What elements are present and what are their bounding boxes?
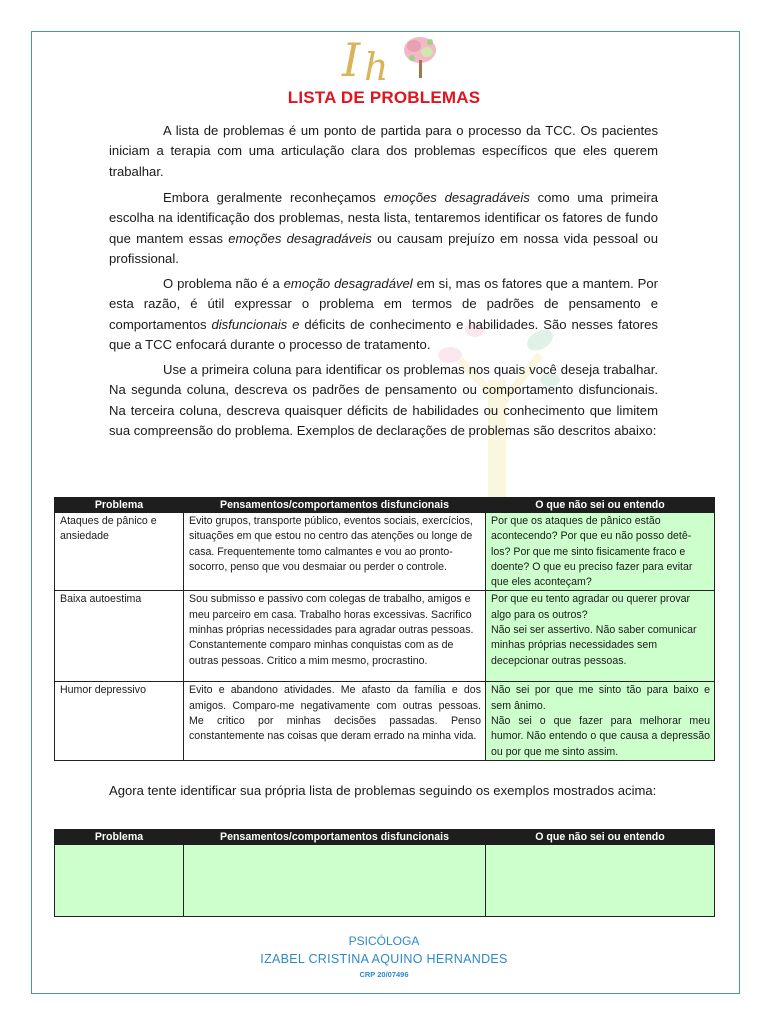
problem-cell: Ataques de pânico e ansiedade <box>55 513 184 591</box>
logo <box>334 28 444 86</box>
header-unknown: O que não sei ou entendo <box>486 830 715 845</box>
thoughts-cell: Sou submisso e passivo com colegas de trabalho, amigos e meu parceiro em casa. Trabalho horas excessivas. Sacrifico minhas próprias necessidades para agradar outras pessoas. Constantemente comparo minhas conquistas com as de outras pessoas. Critico a mim mesmo, procrastino. <box>184 591 486 682</box>
emotions-paragraph: Embora geralmente reconheçamos emoções desagradáveis como uma primeira escolha na identificação dos problemas, nesta lista, tentaremos identificar os fatores de fundo que mantem essas emoções desagradáveis ou causam prejuízo em nossa vida pessoal ou profissional. <box>109 190 658 266</box>
table-row <box>55 513 715 591</box>
table-header-row <box>55 830 715 845</box>
problem-cell: Baixa autoestima <box>55 591 184 682</box>
svg-text:h: h <box>364 45 389 86</box>
problem-paragraph: O problema não é a emoção desagradável em si, mas os fatores que a mantem. Por esta razão, é útil expressar o problema em termos de padrões de pensamento e comportamentos disfuncionais e déficits de conhecimento e habilidades. São nesses fatores que a TCC enfocará durante o processo de tratamento. <box>109 276 659 352</box>
blank-table-row <box>55 845 715 917</box>
header-thoughts: Pensamentos/comportamentos disfuncionais <box>184 498 486 513</box>
example-problems-table <box>54 497 715 761</box>
footer-name: IZABEL CRISTINA AQUINO HERNANDES <box>260 952 508 966</box>
page-title: LISTA DE PROBLEMAS <box>287 88 481 107</box>
header-problem: Problema <box>55 498 184 513</box>
blank-problem-cell[interactable] <box>55 845 184 917</box>
footer-crp: CRP 20/07496 <box>359 970 409 979</box>
blank-thoughts-cell[interactable] <box>184 845 486 917</box>
thoughts-cell: Evito e abandono atividades. Me afasto da família e dos amigos. Comparo-me negativamente com outras pessoas. Me critico por minhas decisões passadas. Penso constantemente nas coisas que deram errado na minha vida. <box>184 682 486 760</box>
unknown-cell: Não sei por que me sinto tão para baixo e sem ânimo. Não sei o que fazer para melhorar meu humor. Não entendo o que causa a depressão ou por que me sinto assim. <box>486 682 715 760</box>
own-list-paragraph: Agora tente identificar sua própria lista de problemas seguindo os exemplos mostrados acima: <box>109 783 657 798</box>
table-row <box>55 682 715 760</box>
header-problem: Problema <box>55 830 184 845</box>
svg-text:I: I <box>342 33 361 86</box>
table-header-row <box>55 498 715 513</box>
footer-role: PSICÓLOGA <box>348 934 420 948</box>
thoughts-cell: Evito grupos, transporte público, eventos sociais, exercícios, situações em que estou no centro das atenções ou longe de casa. Frequentemente tomo calmantes e vou ao pronto-socorro, penso que vou desmaiar ou perder o controle. <box>184 513 486 591</box>
header-unknown: O que não sei ou entendo <box>486 498 715 513</box>
instructions-paragraph: Use a primeira coluna para identificar os problemas nos quais você deseja trabalhar. Na segunda coluna, descreva os padrões de pensamento ou comportamento disfuncionais. Na terceira coluna, descreva quaisquer déficits de habilidades ou conhecimento que limitem sua compreensão do problema. Exemplos de declarações de problemas são descritos abaixo: <box>109 362 658 438</box>
intro-paragraph: A lista de problemas é um ponto de partida para o processo da TCC. Os pacientes iniciam a terapia com uma articulação clara dos problemas específicos que eles querem trabalhar. <box>109 123 658 179</box>
unknown-cell: Por que eu tento agradar ou querer provar algo para os outros? Não sei ser assertivo. Não saber comunicar minhas próprias necessidades sem decepcionar outras pessoas. <box>486 591 715 682</box>
problem-cell: Humor depressivo <box>55 682 184 760</box>
header-thoughts: Pensamentos/comportamentos disfuncionais <box>184 830 486 845</box>
own-problems-table <box>54 829 715 917</box>
brain-tree-icon <box>404 37 436 78</box>
blank-unknown-cell[interactable] <box>486 845 715 917</box>
unknown-cell: Por que os ataques de pânico estão acontecendo? Por que eu não posso detê-los? Por que me sinto fisicamente fraco e doente? O que eu preciso fazer para evitar que eles aconteçam? <box>486 513 715 591</box>
table-row <box>55 591 715 682</box>
